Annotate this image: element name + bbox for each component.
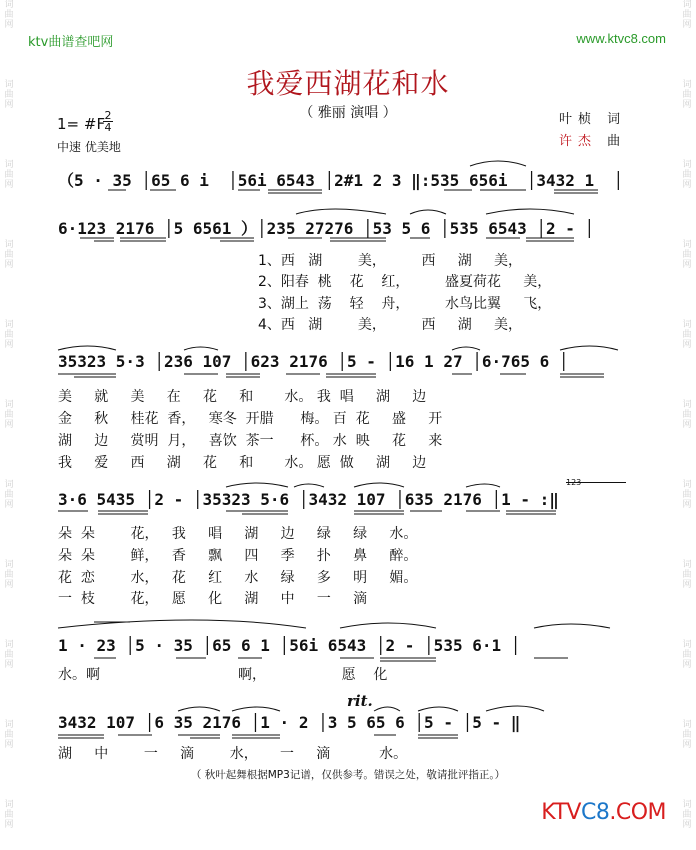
singer-credit: （ 雅丽 演唱 ） <box>299 105 397 121</box>
score-line-4: 3·6 5435 │2 - │35323 5·6 │3432 107 │635 2176 │1 - :‖ <box>58 490 559 509</box>
watermark-left: 词 曲 网 词 曲 网 词 曲 网 词 曲 网 词 曲 网 词 曲 网 词 曲 网 词 曲 网 词 曲 网 词 曲 网 词 曲 网 <box>4 0 14 830</box>
verse-line-5: 水。啊 啊， 愿 化 <box>58 667 388 683</box>
site-name-link[interactable]: ktv曲谱查吧网 <box>28 35 114 50</box>
site-logo <box>541 800 666 825</box>
footnote: （ 秋叶起舞根据MP3记谱，仅供参考。错误之处，敬请批评指正。） <box>190 769 506 781</box>
verse-line-3-1: 美 就 美 在 花 和 水。 我 唱 湖 边 <box>58 389 427 405</box>
verse-line-4-2: 朵 朵 鲜， 香 飘 四 季 扑 鼻 醉。 <box>58 548 418 564</box>
verse-line-3-2: 金 秋 桂花 香， 寒冬 开腊 梅。 百 花 盛 开 <box>58 411 443 427</box>
score-line-1: （5 · 35 │65 6 i │56i 6543 │2#1 2 3 ‖:535 656i │3432 1 │ <box>58 171 624 190</box>
composer-role: 曲 <box>607 134 627 149</box>
score-line-3: 35323 5·3 │236 107 │623 2176 │5 - │16 1 27 │6·765 6 │ <box>58 352 569 371</box>
score-line-5: 1 · 23 │5 · 35 │65 6 1 │56i 6543 │2 - │535 6·1 │ <box>58 636 521 655</box>
logo-part-com: .COM <box>609 800 666 825</box>
watermark-right: 词 曲 网 词 曲 网 词 曲 网 词 曲 网 词 曲 网 词 曲 网 词 曲 网 词 曲 网 词 曲 网 词 曲 网 词 曲 网 <box>682 0 692 830</box>
ritardando-marking: rit. <box>347 692 373 710</box>
slur-mark <box>58 620 610 628</box>
composer-name: 许杰 <box>559 134 598 149</box>
slur-mark <box>226 483 500 487</box>
time-signature-bottom: 4 <box>104 121 112 134</box>
time-signature <box>103 110 113 133</box>
verse-line-4-3: 花 恋 水， 花 红 水 绿 多 明 媚。 <box>58 570 418 586</box>
verse-line-2-3: 3、湖上 荡 轻 舟， 水鸟比翼 飞， <box>258 296 552 312</box>
logo-part-c8: C8 <box>580 800 610 825</box>
lyricist-role: 词 <box>607 112 627 127</box>
verse-line-2-2: 2、阳春 桃 花 红， 盛夏荷花 美， <box>258 274 552 290</box>
volta-ending-mark: 123 <box>566 478 582 487</box>
verse-line-3-4: 我 爱 西 湖 花 和 水。 愿 做 湖 边 <box>58 455 427 471</box>
verse-line-3-3: 湖 边 赏明 月， 喜饮 茶一 杯。 水 映 花 来 <box>58 433 443 449</box>
site-url-link[interactable]: www.ktvc8.com <box>576 31 666 46</box>
lyricist-credit <box>559 108 626 127</box>
verse-line-4-4: 一 枝 花， 愿 化 湖 中 一 滴 <box>58 591 368 607</box>
composer-credit <box>559 130 626 149</box>
verse-line-4-1: 朵 朵 花， 我 唱 湖 边 绿 绿 水。 <box>58 526 418 542</box>
lyricist-name: 叶桢 <box>559 112 598 127</box>
slur-mark <box>296 209 574 214</box>
key-signature: 1= #F <box>57 115 106 133</box>
slur-mark <box>58 346 618 350</box>
song-title: 我爱西湖花和水 <box>246 67 450 100</box>
slur-mark <box>470 161 526 166</box>
logo-part-ktv: KTV <box>541 800 581 825</box>
volta-bracket <box>566 482 626 483</box>
verse-line-2-4: 4、西 湖 美， 西 湖 美， <box>258 317 522 333</box>
score-line-6: 3432 107 │6 35 2176 │1 · 2 │3 5 65 6 │5 - │5 - ‖ <box>58 713 521 732</box>
score-line-2: 6·123 2176 │5 6561 ）│235 27276 │53 5 6 │535 6543 │2 - │ <box>58 219 595 238</box>
time-signature-top: 2 <box>104 109 112 122</box>
tempo-marking: 中速 优美地 <box>57 140 121 154</box>
verse-line-2-1: 1、西 湖 美， 西 湖 美， <box>258 253 522 269</box>
verse-line-6: 湖 中 一 滴 水， 一 滴 水。 <box>58 746 408 762</box>
